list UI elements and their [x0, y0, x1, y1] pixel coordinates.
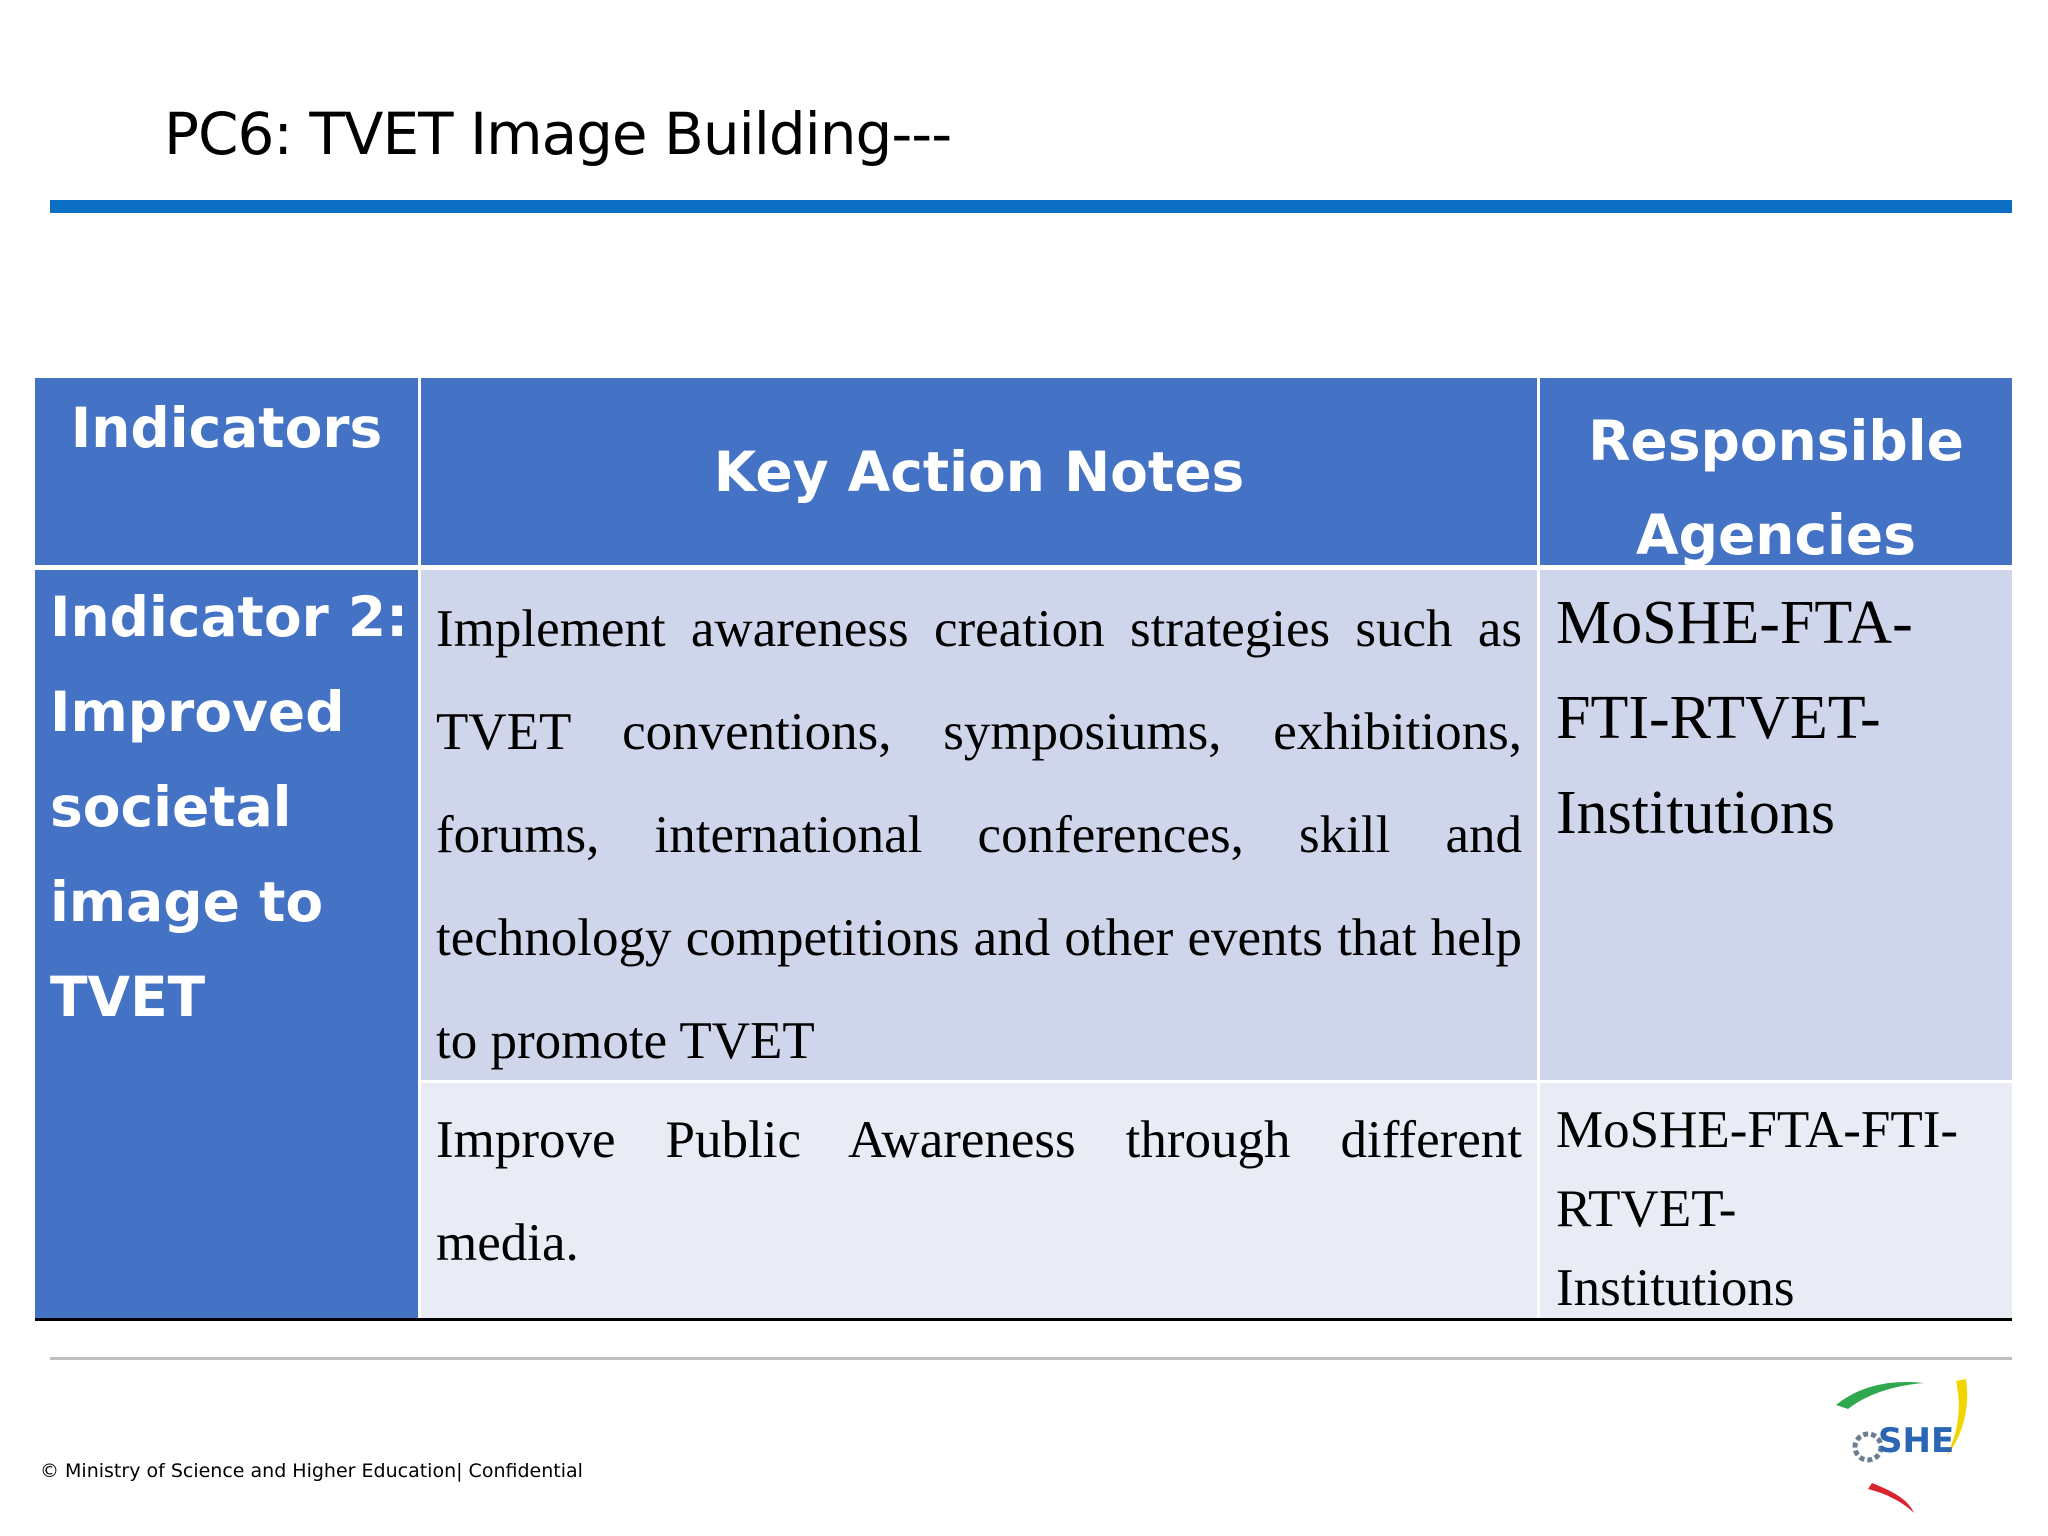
- header-key-action-notes-label: Key Action Notes: [713, 439, 1245, 504]
- logo-she-text: SHE: [1878, 1421, 1955, 1461]
- action-text-row1: Implement awareness creation strategies such as TVET conventions, symposiums, exhibitions, forums, international conferences, skill and technology competitions and other events that help to promote TVET: [436, 600, 1522, 1070]
- logo-red-swoosh: [1868, 1483, 1914, 1513]
- footer-copyright: © Ministry of Science and Higher Education| Confidential: [40, 1460, 583, 1482]
- indicator-line: Indicator 2:: [50, 585, 409, 649]
- indicator-line: TVET: [50, 965, 206, 1029]
- header-key-action-notes: [421, 378, 1537, 565]
- agencies-line: RTVET-: [1556, 1180, 1737, 1238]
- header-responsible-agencies: [1540, 378, 2012, 565]
- action-text-row2: Improve Public Awareness through different media.: [436, 1111, 1522, 1272]
- title-underline: [50, 200, 2012, 213]
- indicator-cell: [35, 570, 418, 1318]
- logo-green-swoosh: [1836, 1382, 1924, 1409]
- indicator-line: societal: [50, 775, 292, 839]
- header-responsible-line2: Agencies: [1636, 503, 1916, 567]
- agencies-text-row2: [1556, 1091, 2008, 1328]
- action-cell-row2: [421, 1083, 1537, 1318]
- header-indicators: Indicators: [35, 378, 418, 565]
- agencies-line: FTI-RTVET-: [1556, 684, 1881, 752]
- agencies-line: Institutions: [1556, 779, 1836, 847]
- agencies-cell-row1: [1540, 570, 2012, 1080]
- agencies-text-row1: [1556, 576, 2002, 861]
- indicator-line: image to: [50, 870, 324, 934]
- agencies-line: Institutions: [1556, 1259, 1795, 1317]
- agencies-line: MoSHE-FTA-: [1556, 589, 1913, 657]
- action-cell-row1: [421, 570, 1537, 1080]
- agencies-line: MoSHE-FTA-FTI-: [1556, 1101, 1959, 1159]
- footer-divider: [50, 1357, 2012, 1360]
- moshe-logo: [1828, 1365, 1978, 1515]
- header-responsible-line1: Responsible: [1588, 409, 1964, 473]
- slide-title: PC6: TVET Image Building---: [164, 100, 952, 168]
- indicator-table: [35, 378, 2012, 1322]
- indicator-line: Improved: [50, 680, 345, 744]
- table-bottom-border: [35, 1318, 2012, 1321]
- agencies-cell-row2: [1540, 1083, 2012, 1318]
